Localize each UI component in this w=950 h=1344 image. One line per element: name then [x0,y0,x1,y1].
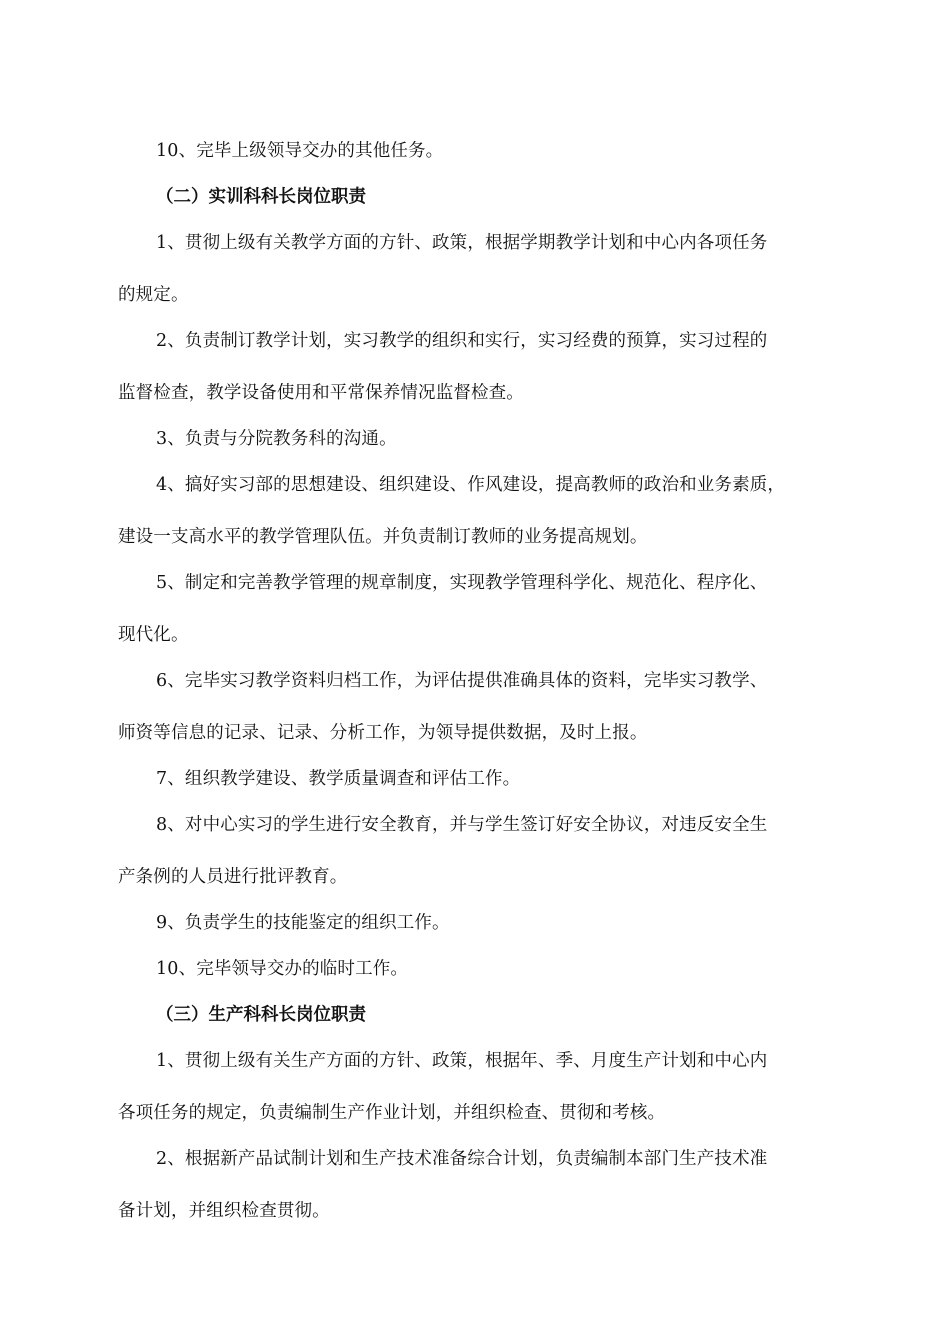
paragraph-line: 备计划，并组织检查贯彻。 [118,1201,330,1221]
paragraph-line: 产条例的人员进行批评教育。 [118,867,348,887]
section-heading: （三）生产科科长岗位职责 [156,1005,366,1025]
paragraph [118,1140,838,1231]
paragraph-line: 师资等信息的记录、记录、分析工作，为领导提供数据，及时上报。 [118,723,648,743]
paragraph-line: 3、负责与分院教务科的沟通。 [156,429,397,449]
paragraph [118,322,838,413]
paragraph-line: 10、完毕上级领导交办的其他任务。 [156,141,444,161]
paragraph [118,760,838,799]
section-heading: （二）实训科科长岗位职责 [156,187,366,207]
document-body [118,132,838,1238]
paragraph [118,662,838,753]
paragraph-line: 4、搞好实习部的思想建设、组织建设、作风建设，提高教师的政治和业务素质， [156,475,786,495]
paragraph [118,224,838,315]
paragraph-line: 监督检查，教学设备使用和平常保养情况监督检查。 [118,383,524,403]
paragraph-line: 2、负责制订教学计划，实习教学的组织和实行，实习经费的预算，实习过程的 [156,331,768,351]
paragraph-line: 现代化。 [118,625,189,645]
paragraph [118,950,838,989]
paragraph [118,420,838,459]
paragraph-line: 6、完毕实习教学资料归档工作，为评估提供准确具体的资料，完毕实习教学、 [156,671,768,691]
paragraph [118,564,838,655]
paragraph-line: 1、贯彻上级有关教学方面的方针、政策，根据学期教学计划和中心内各项任务 [156,233,768,253]
paragraph-line: 9、负责学生的技能鉴定的组织工作。 [156,913,450,933]
paragraph-line: 10、完毕领导交办的临时工作。 [156,959,409,979]
paragraph-line: 各项任务的规定，负责编制生产作业计划，并组织检查、贯彻和考核。 [118,1103,666,1123]
paragraph-line: 建设一支高水平的教学管理队伍。并负责制订教师的业务提高规划。 [118,527,648,547]
paragraph-line: 8、对中心实习的学生进行安全教育，并与学生签订好安全协议，对违反安全生 [156,815,768,835]
paragraph [118,904,838,943]
paragraph-line: 5、制定和完善教学管理的规章制度，实现教学管理科学化、规范化、程序化、 [156,573,768,593]
paragraph-line: 1、贯彻上级有关生产方面的方针、政策，根据年、季、月度生产计划和中心内 [156,1051,768,1071]
paragraph-line: 2、根据新产品试制计划和生产技术准备综合计划，负责编制本部门生产技术准 [156,1149,768,1169]
paragraph-line: 的规定。 [118,285,189,305]
paragraph [118,466,838,557]
paragraph [118,132,838,171]
paragraph-line: 7、组织教学建设、教学质量调查和评估工作。 [156,769,521,789]
paragraph [118,1042,838,1133]
paragraph [118,806,838,897]
